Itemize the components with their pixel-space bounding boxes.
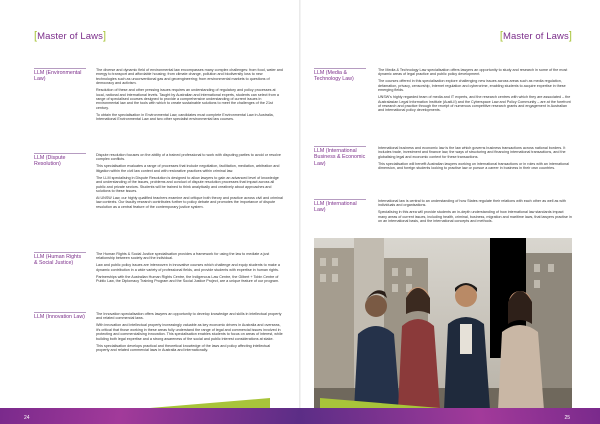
- close-bracket: ]: [102, 30, 107, 42]
- section-body: [96, 312, 284, 355]
- left-header-title: Master of Laws: [37, 31, 103, 42]
- paragraph: At UNSW Law, our highly qualified teachers examine and critique both theory and practice across civil and criminal law contexts. Our faculty research contributes further to policy debate and promotes the importance of dispute resolution as a central feature of the contemporary justice system.: [96, 196, 283, 209]
- right-page-number: 25: [564, 415, 570, 421]
- paragraph: This specialisation develops practical and theoretical knowledge of the laws and policy affecting intellectual property and related commercial laws in Australia and internationally.: [96, 343, 271, 353]
- paragraph: This specialisation evaluates a range of processes that include negotiation, facilitation, mediation, arbitration and litigation within the civil law context and with restorative practices within criminal law.: [96, 164, 280, 173]
- paragraph: International business and economic law is the law which governs business transactions across national borders. It includes trade, investment and finance law, the ways of structuring and financing international transactions, and the globalising legal and economic context for these transactions.: [378, 146, 566, 159]
- section-label: LLM (Dispute Resolution): [34, 153, 86, 212]
- section-label: LLM (Human Rights & Social Justice): [34, 252, 86, 286]
- right-page-header: [500, 30, 572, 42]
- paragraph: To obtain the specialisation in Environmental Law, candidates must complete Environmental Law in Australia, International Environmental Law and two other specialist environmental law courses.: [96, 112, 274, 122]
- paragraph: UNSW's highly regarded team of media and IT experts, and the research centres with which they are associated – the Australasian Legal Information Institute (AustLII) and the Cyberspace Law and Policy Community – are at the forefront of research and practice through the receipt of numerous competitive research grants and engagement in Australian and international policy developments.: [378, 95, 571, 113]
- paragraph: The diverse and dynamic field of environmental law encompasses many complex challenges: from food, water and energy to transport and affordable housing; from climate change, pollution and biodiversity loss to new technologies such as unconventional gas and geoengineering; from environmental markets to questions of democracy and activism.: [96, 68, 283, 86]
- section-body: [378, 68, 572, 115]
- students-photo: [314, 238, 572, 410]
- section-label: LLM (Environmental Law): [34, 68, 86, 124]
- paragraph: The courses offered in this specialisation explore challenging new issues across areas such as media regulation, defamation, privacy, censorship, Internet regulation and cybercrime, enabling students to acquire expertise in these emerging fields.: [378, 79, 566, 93]
- paragraph: Specialising in this area will provide students an in-depth understanding of how international law standards impact many areas of current issues, including health, criminal, business, migration and maritime laws, that lawyers practise in on an international basis, and the international concepts and methods.: [378, 210, 572, 224]
- section-label: LLM (International Business & Economic Law): [314, 146, 366, 173]
- section-environmental-law: [34, 68, 284, 124]
- section-body: [96, 252, 284, 286]
- paragraph: The Media & Technology Law specialisation offers lawyers an opportunity to study and research in some of the most dynamic areas of legal practice and public policy development.: [378, 68, 568, 77]
- paragraph: Resolution of these and other pressing issues requires an understanding of regulatory and policy processes at local, national and international levels. Taught by Australian and international experts, students can select from a range of specialised courses designed to provide a comprehensive understanding of current issues in environmental law and the tools with which to create sustainable solutions to meet the challenges of the 21st century.: [96, 88, 279, 110]
- paragraph: The LLM specialising in Dispute Resolution is designed to allow lawyers to gain an advanced level of knowledge and understanding of the issues, problems and conduct of dispute resolution processes that impact across all public and private sectors. Students will be trained to think analytically and creatively about approaches and solutions to these issues.: [96, 175, 279, 194]
- section-international-law: [314, 199, 572, 226]
- right-page-footer-band: [300, 408, 600, 424]
- section-label: LLM (Innovation Law): [34, 312, 86, 355]
- paragraph: Law and public policy issues are interwoven in innovative courses which challenge and equip students to make a dynamic contribution in a wide variety of professional fields, and provide students with expertise in human rights.: [96, 263, 280, 272]
- left-page-number: 24: [24, 415, 30, 421]
- paragraph: This specialisation will benefit Australian lawyers working on international transactions or in roles with an international dimension, and foreign students looking to practise law or pursue a career in business in their own countries.: [378, 161, 570, 171]
- section-label: LLM (International Law): [314, 199, 366, 226]
- right-header-title: Master of Laws: [503, 31, 569, 42]
- paragraph: With innovation and intellectual property increasingly valuable as key economic drivers in Australia and overseas, it's critical that those working in these areas fully understand the range of legal and commercial issues involved in protecting and commercialising innovation. This specialisation enables students to focus on areas of interest, while building both legal expertise and a strong awareness of the social and public interest considerations at stake.: [96, 323, 283, 341]
- paragraph: Dispute resolution focuses on the ability of a trained professional to work with disputing parties to avoid or resolve complex conflicts.: [96, 153, 281, 162]
- section-international-business-law: [314, 146, 572, 173]
- paragraph: The Human Rights & Social Justice specialisation provides a framework for using the law to mediate a just relationship between society and the individual.: [96, 252, 270, 261]
- close-bracket: ]: [568, 30, 572, 42]
- section-dispute-resolution: [34, 153, 284, 212]
- left-page-header: [34, 30, 106, 42]
- section-media-technology-law: [314, 68, 572, 115]
- section-body: [378, 199, 572, 226]
- section-body: [96, 153, 284, 212]
- paragraph: The Innovation specialisation offers lawyers an opportunity to develop knowledge and skills in intellectual property and related commercial laws.: [96, 312, 282, 321]
- left-page-footer-band: [0, 408, 300, 424]
- students-photo-illustration: [314, 238, 572, 410]
- section-label: LLM (Media & Technology Law): [314, 68, 366, 115]
- section-body: [96, 68, 284, 124]
- paragraph: International law is central to an understanding of how States regulate their relations with each other as well as with individuals and organisations.: [378, 199, 566, 208]
- page-fold: [299, 0, 301, 424]
- open-bracket: [: [34, 30, 38, 42]
- section-body: [378, 146, 572, 173]
- open-bracket: [: [499, 30, 504, 42]
- section-innovation-law: [34, 312, 284, 355]
- paragraph: Partnerships with the Australian Human Rights Centre, the Indigenous Law Centre, the Gilbert + Tobin Centre of Public Law, the Diplomacy Training Program and the Social Justice Project, are a unique feature of our program.: [96, 274, 280, 284]
- section-human-rights: [34, 252, 284, 286]
